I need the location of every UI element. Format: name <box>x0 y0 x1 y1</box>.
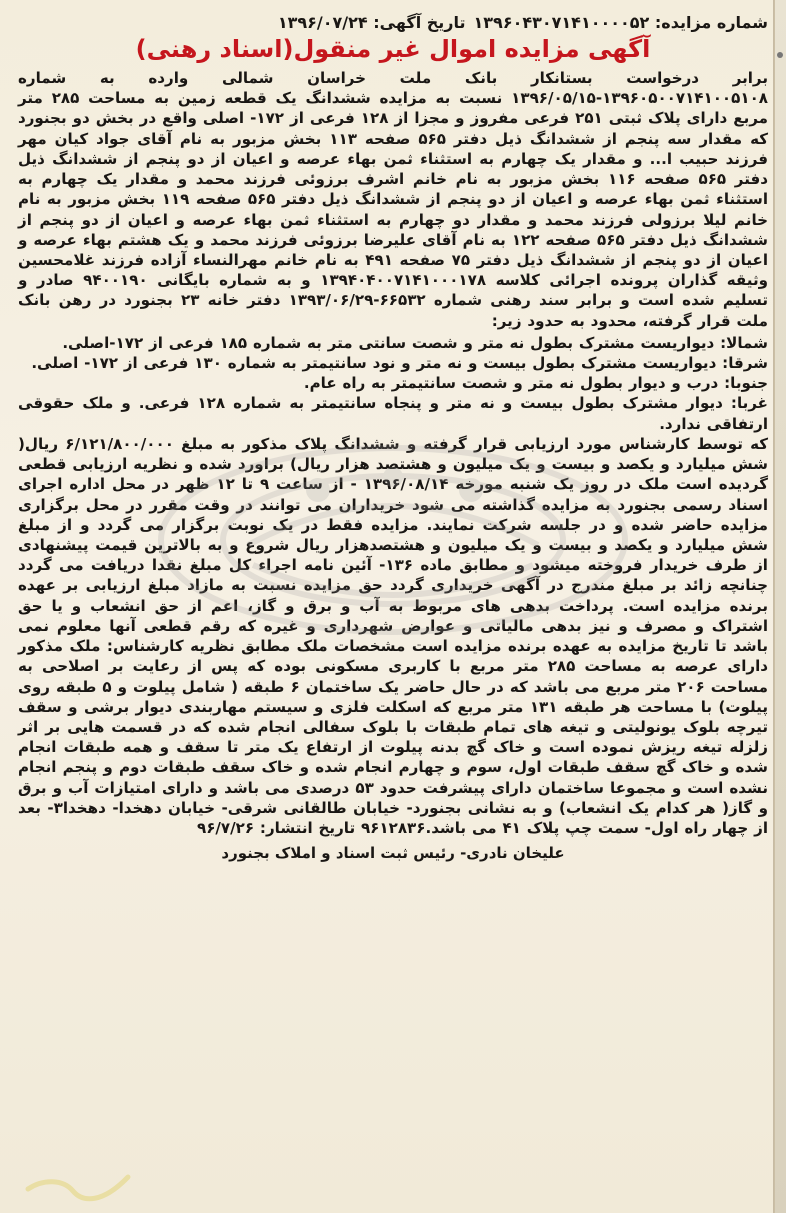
notice-header <box>18 14 768 32</box>
page-edge-strip <box>774 0 786 1213</box>
valuation-paragraph: که توسط کارشناس مورد ارزیابی قرار گرفته و ششدانگ پلاک مذکور به مبلغ ۶/۱۲۱/۸۰۰/۰۰۰ ریال( شش میلیارد و یکصد و بیست و یک میلیون و هشتصد هزار ریال) براورد شده و نظریه ارزیابی قطعی گردیده است ملک در روز یک شنبه مورخه ۱۳۹۶/۰۸/۱۴ - از ساعت ۹ تا ۱۲ ظهر در محل اداره اجرای اسناد رسمی بجنورد به مزایده گذاشته می شود خریداران می توانند در وقت مقرر در محل برگزاری مزایده حاضر شده و در جلسه شرکت نمایند. مزایده فقط در یک نوبت برگزار می گردد و از مبلغ شش میلیارد و یکصد و بیست و یک میلیون و هشتصدهزار ریال شروع و به بالاترین قیمت پیشنهادی از طرف خریدار فروخته میشود و مطابق ماده ۱۳۶- آئین نامه اجراء کل مبلغ نقدا دریافت می گردد چنانچه زائد بر مبلغ مندرج در آگهی خریداری گردد حق مزایده نسبت به مازاد مبلغ ارزیابی بر عهده برنده مزایده است. پرداخت بدهی های مربوط به آب و برق و گاز، اعم از حق انشعاب و یا حق اشتراک و مصرف و نیز بدهی مالیاتی و عوارض شهرداری و غیره که رقم قطعی آنها معلوم نمی باشد تا تاریخ مزایده به عهده برنده مزایده است مشخصات ملک مطابق نظریه کارشناس: ملک مذکور دارای عرصه به مساحت ۲۸۵ متر مربع با کاربری مسکونی بوده که پس از رعایت بر اصلاحی به مساحت ۲۰۶ متر مربع می باشد که در حال حاضر یک ساختمان ۶ طبقه ( شامل پیلوت و ۵ طبقه روی پیلوت) با مساحت هر طبقه ۱۳۱ متر مربع که اسکلت فلزی و سیستم مهاربندی دیوار برشی و سقف تیرچه بلوک یونولیتی و تیغه های تمام طبقات با بلوک سفالی انجام شده که در قسمت هایی بر اثر زلزله تیغه ریزش نموده است و خاک گچ بدنه پیلوت از ارتفاع یک متر تا سقف و همه طبقات انجام شده و خاک گچ سقف طبقات اول، سوم و چهارم انجام شده و خاک سقف طبقات دوم و پنجم انجام نشده است و مجموعا ساختمان دارای پیشرفت حدود ۵۳ درصدی می باشد و دارای امتیازات آب و برق و گاز( هر کدام یک انشعاب) و به نشانی بجنورد- خیابان طالقانی شرقی- خیابان دهخدا- دهخدا۳- بعد از چهار راه اول- سمت چپ پلاک ۴۱ می باشد.۹۶۱۲۸۳۶ تاریخ انتشار: ۹۶/۷/۲۶ <box>18 434 769 838</box>
signature-line: علیخان نادری- رئیس ثبت اسناد و املاک بجنورد <box>221 844 565 863</box>
north-boundary: شمالا: دیواریست مشترک بطول نه متر و شصت سانتی متر به شماره ۱۸۵ فرعی از ۱۷۲-اصلی. <box>62 333 768 352</box>
auction-number: شماره مزایده: ۱۳۹۶۰۴۳۰۷۱۴۱۰۰۰۰۵۲ <box>473 13 768 32</box>
property-bounds <box>18 333 768 434</box>
east-boundary: شرقا: دیواریست مشترک بطول بیست و نه متر و نود سانتیمتر به شماره ۱۳۰ فرعی از ۱۷۲- اصلی. <box>31 354 768 373</box>
notice-title: آگهی مزایده اموال غیر منقول(اسناد رهنی) <box>135 34 651 63</box>
notice-body <box>18 68 768 838</box>
pen-mark-stroke <box>28 1177 128 1199</box>
south-boundary: جنوبا: درب و دیوار بطول نه متر و شصت سانتیمتر به راه عام. <box>303 374 768 393</box>
ad-date: تاریخ آگهی: ۱۳۹۶/۰۷/۲۴ <box>277 13 466 32</box>
pen-mark <box>18 1159 153 1209</box>
intro-paragraph: برابر درخواست بستانکار بانک ملت خراسان شمالی وارده به شماره ۱۳۹۶۰۵۰۰۷۱۴۱۰۰۵۱۰۸-۱۳۹۶/۰۵/۱۵ نسبت به مزایده ششدانگ یک قطعه زمین به مساحت ۲۸۵ متر مربع دارای پلاک ثبتی ۲۵۱ فرعی مفروز و مجزا از ۱۲۸ فرعی از ۱۷۲- اصلی واقع در بخش دو بجنورد که مقدار سه پنجم از ششدانگ ذیل دفتر ۵۶۵ صفحه ۱۱۳ بخش مزبور به نام آقای جواد کیان مهر فرزند حبیب ا... و مقدار یک چهارم به استثناء ثمن بهاء عرصه و اعیان از دو پنجم از ششدانگ ذیل دفتر ۵۶۵ صفحه ۱۱۶ بخش مزبور به نام خانم اشرف برزوئی فرزند محمد و مقدار یک چهارم به استثناء ثمن بهاء عرصه و اعیان از دو پنجم از ششدانگ ذیل دفتر ۵۶۵ صفحه ۱۱۹ بخش مزبور به نام خانم لیلا برزولی فرزند محمد و مقدار دو چهارم به استثناء ثمن بهاء عرصه و اعیان از دو پنجم از ششدانگ ذیل دفتر ۵۶۵ صفحه ۱۲۲ به نام آقای علیرضا برزوئی فرزند محمد و یک هشتم بهاء عرصه و اعیان از دو پنجم از ششدانگ ذیل دفتر ۷۵ صفحه ۴۹۱ به نام خانم مهرالنساء آزاده فرزند غلامحسین وثیقه گذاران پرونده اجرائی کلاسه ۱۳۹۴۰۴۰۰۷۱۴۱۰۰۰۱۷۸ و به شماره بایگانی ۹۴۰۰۱۹۰ صادر و تسلیم شده است و برابر سند رهنی شماره ۶۶۵۳۲-۱۳۹۳/۰۶/۲۹ دفتر خانه ۲۳ بجنورد در رهن بانک ملت قرار گرفته، محدود به حدود زیر: <box>18 68 768 330</box>
west-boundary: غربا: دیوار مشترک بطول بیست و نه متر و پنجاه سانتیمتر به شماره ۱۲۸ فرعی. و ملک حقوقی ارتفاقی ندارد. <box>18 394 768 433</box>
